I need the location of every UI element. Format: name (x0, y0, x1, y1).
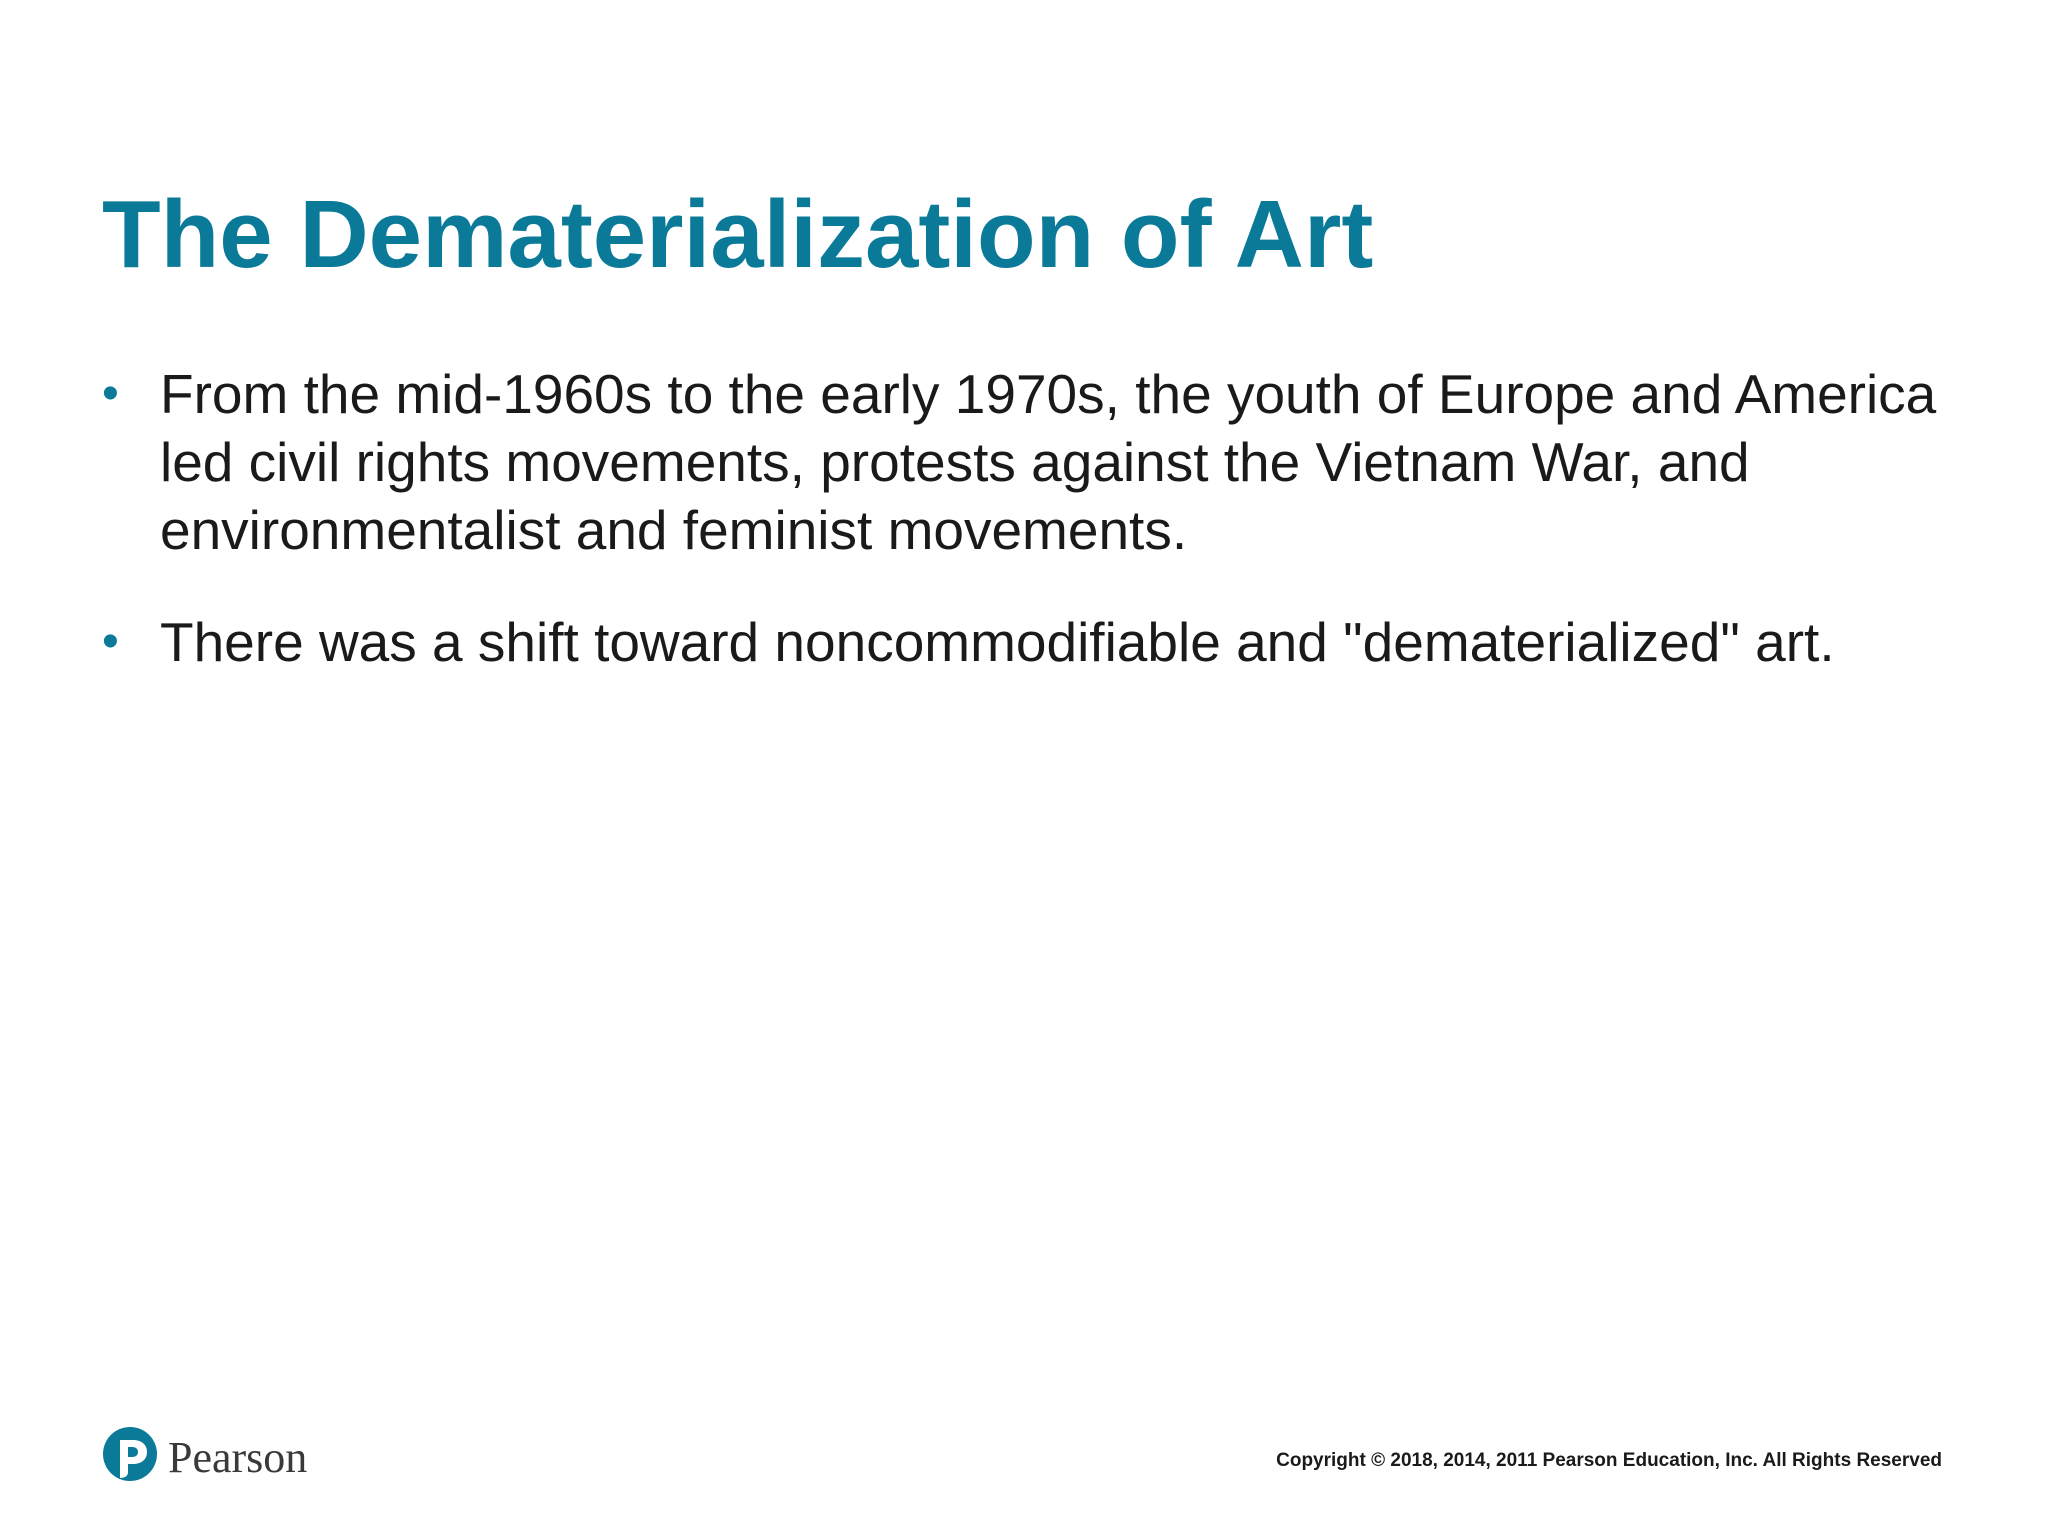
copyright-notice: Copyright © 2018, 2014, 2011 Pearson Education, Inc. All Rights Reserved (1276, 1450, 1942, 1471)
slide-title: The Dematerialization of Art (102, 181, 1374, 288)
bullet-item (102, 608, 1942, 676)
pearson-p-logo-icon (102, 1426, 158, 1490)
pearson-wordmark: Pearson (168, 1433, 308, 1482)
bullet-text: There was a shift toward noncommodifiable and "dematerialized" art. (160, 611, 1835, 673)
bullet-list (102, 360, 1942, 720)
bullet-text: From the mid-1960s to the early 1970s, the youth of Europe and America led civil rights movements, protests against the Vietnam War, and environmentalist and feminist movements. (160, 363, 1937, 561)
bullet-item (102, 360, 1942, 564)
bullet-marker: • (102, 615, 119, 668)
bullet-marker: • (102, 367, 119, 420)
pearson-logo (102, 1426, 307, 1490)
